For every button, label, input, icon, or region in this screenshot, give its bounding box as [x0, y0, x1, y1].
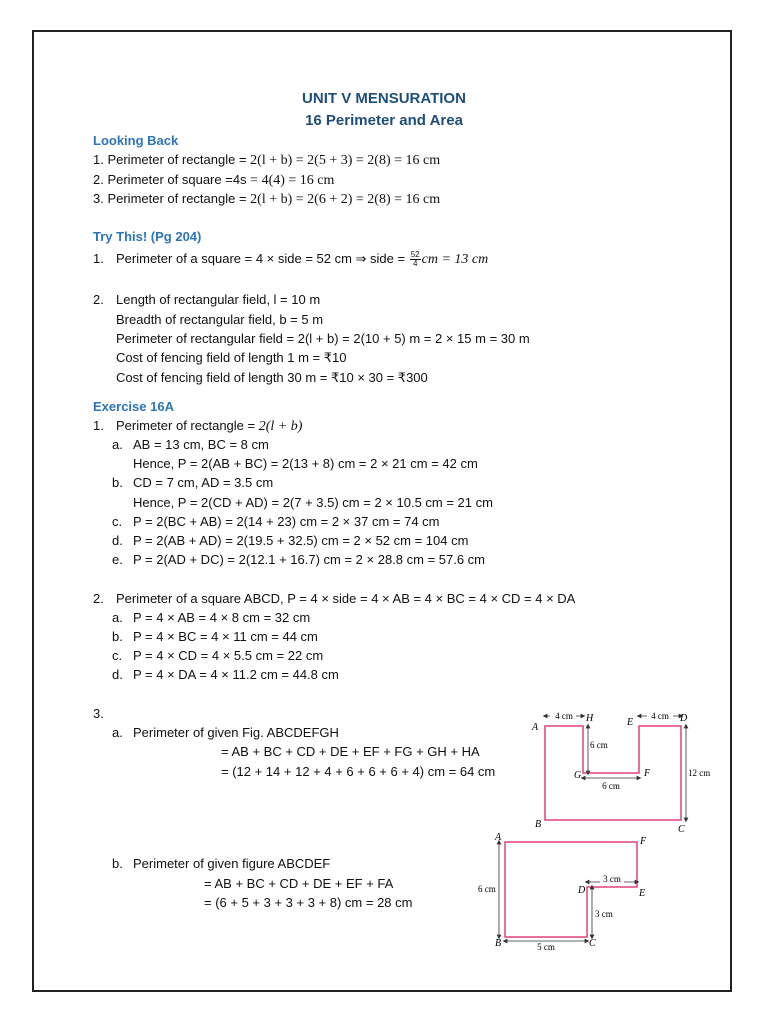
line-text: 3. Perimeter of rectangle =: [93, 191, 251, 206]
dim-label-bc: 5 cm: [537, 942, 555, 952]
try-this-q2-line-5: Cost of fencing field of length 30 m = ₹10 × 30 = ₹300: [116, 370, 428, 385]
vertex-e: E: [627, 717, 634, 728]
vertex-h: H: [586, 713, 594, 724]
q3a-line-1: Perimeter of given Fig. ABCDEFGH: [133, 725, 339, 740]
line-math: 2(l + b) = 2(6 + 2) = 2(8) = 16 cm: [250, 192, 441, 207]
unit-title: UNIT V MENSURATION: [302, 90, 466, 107]
q1e-line: P = 2(AD + DC) = 2(12.1 + 16.7) cm = 2 × 28.8 cm = 57.6 cm: [133, 552, 486, 567]
exercise-q2: Perimeter of a square ABCD, P = 4 × side = 4 × AB = 4 × BC = 4 × CD = 4 × DA: [116, 591, 576, 606]
q1a-line-1: AB = 13 cm, BC = 8 cm: [133, 437, 269, 452]
try-this-q1-number: 1.: [93, 251, 104, 266]
vertex-b: B: [535, 819, 542, 830]
q1-text: Perimeter of rectangle =: [116, 418, 259, 433]
q1-text: Perimeter of a square = 4 × side = 52 cm ⇒ side =: [116, 251, 409, 266]
q1a-line-2: Hence, P = 2(AB + BC) = 2(13 + 8) cm = 2 × 21 cm = 42 cm: [133, 456, 478, 471]
q2b-line: P = 4 × BC = 4 × 11 cm = 44 cm: [133, 629, 318, 644]
dim-label-gf: 6 cm: [602, 781, 620, 791]
vertex-g: G: [574, 770, 582, 781]
fraction: [410, 251, 421, 268]
figure-abcdef: [474, 830, 674, 954]
dim-label-cd: 3 cm: [595, 909, 613, 919]
q2a-line: P = 4 × AB = 4 × 8 cm = 32 cm: [133, 610, 311, 625]
exercise-q2-number: 2.: [93, 591, 104, 606]
q1-math: 2(l + b): [258, 419, 303, 434]
line-text: 1. Perimeter of rectangle =: [93, 152, 251, 167]
dim-label-ah: 4 cm: [555, 711, 573, 721]
q2b-label: b.: [112, 629, 123, 644]
chapter-title: 16 Perimeter and Area: [305, 112, 463, 129]
q3b-label: b.: [112, 856, 123, 871]
q1d-line: P = 2(AB + AD) = 2(19.5 + 32.5) cm = 2 × 52 cm = 104 cm: [133, 533, 469, 548]
looking-back-line-1: [93, 152, 440, 169]
try-this-q2-line-2: Breadth of rectangular field, b = 5 m: [116, 312, 324, 327]
q1c-line: P = 2(BC + AB) = 2(14 + 23) cm = 2 × 37 cm = 74 cm: [133, 514, 440, 529]
vertex-c: C: [589, 938, 596, 949]
q1c-label: c.: [112, 514, 123, 529]
q2c-label: c.: [112, 648, 123, 663]
try-this-q2-number: 2.: [93, 292, 104, 307]
fraction-numerator: 52: [410, 250, 420, 260]
fraction-denominator: 4: [412, 259, 418, 269]
figure-abcdefgh: [520, 706, 720, 838]
try-this-heading: Try This! (Pg 204): [93, 229, 202, 244]
line-math: = 4(4) = 16 cm: [250, 173, 335, 188]
q2d-line: P = 4 × DA = 4 × 11.2 cm = 44.8 cm: [133, 667, 339, 682]
try-this-q1: [116, 251, 488, 268]
q1b-label: b.: [112, 475, 123, 490]
looking-back-line-3: [93, 191, 440, 208]
q3b-line-1: Perimeter of given figure ABCDEF: [133, 856, 331, 871]
dim-label-dc: 12 cm: [688, 768, 711, 778]
try-this-q2-line-3: Perimeter of rectangular field = 2(l + b) = 2(10 + 5) m = 2 × 15 m = 30 m: [116, 331, 530, 346]
dim-label-ab: 6 cm: [478, 884, 496, 894]
vertex-e: E: [639, 888, 646, 899]
exercise-q3-number: 3.: [93, 706, 104, 721]
try-this-q2-line-1: Length of rectangular field, l = 10 m: [116, 292, 321, 307]
dim-label-ed: 4 cm: [651, 711, 669, 721]
looking-back-heading: Looking Back: [93, 133, 179, 148]
vertex-b: B: [495, 938, 502, 949]
dim-label-hg: 6 cm: [590, 740, 608, 750]
exercise-q1-number: 1.: [93, 418, 104, 433]
vertex-d: D: [680, 713, 688, 724]
q1e-label: e.: [112, 552, 123, 567]
looking-back-line-2: [93, 172, 334, 189]
vertex-f: F: [640, 836, 647, 847]
vertex-a: A: [532, 722, 539, 733]
line-math: 2(l + b) = 2(5 + 3) = 2(8) = 16 cm: [250, 153, 441, 168]
q2d-label: d.: [112, 667, 123, 682]
q3b-line-3: = (6 + 5 + 3 + 3 + 3 + 8) cm = 28 cm: [204, 895, 413, 910]
try-this-q2-line-4: Cost of fencing field of length 1 m = ₹10: [116, 350, 347, 365]
q1a-label: a.: [112, 437, 123, 452]
line-text: 2. Perimeter of square =4s: [93, 172, 251, 187]
q3b-line-2: = AB + BC + CD + DE + EF + FA: [204, 876, 394, 891]
dim-label-de: 3 cm: [603, 874, 621, 884]
q2a-label: a.: [112, 610, 123, 625]
q1b-line-2: Hence, P = 2(CD + AD) = 2(7 + 3.5) cm = 2 × 10.5 cm = 21 cm: [133, 495, 493, 510]
vertex-a: A: [495, 832, 502, 843]
vertex-c: C: [678, 824, 685, 835]
figure-a-outline: [545, 726, 681, 820]
q1-result: cm = 13 cm: [421, 252, 489, 267]
q2c-line: P = 4 × CD = 4 × 5.5 cm = 22 cm: [133, 648, 324, 663]
vertex-f: F: [644, 768, 651, 779]
q3a-label: a.: [112, 725, 123, 740]
q3a-line-3: = (12 + 14 + 12 + 4 + 6 + 6 + 6 + 4) cm = 64 cm: [221, 764, 496, 779]
q1d-label: d.: [112, 533, 123, 548]
q1b-line-1: CD = 7 cm, AD = 3.5 cm: [133, 475, 274, 490]
vertex-d: D: [578, 885, 586, 896]
exercise-heading: Exercise 16A: [93, 399, 174, 414]
figure-b-outline: [505, 842, 637, 937]
q3a-line-2: = AB + BC + CD + DE + EF + FG + GH + HA: [221, 744, 480, 759]
exercise-q1: [116, 418, 302, 435]
